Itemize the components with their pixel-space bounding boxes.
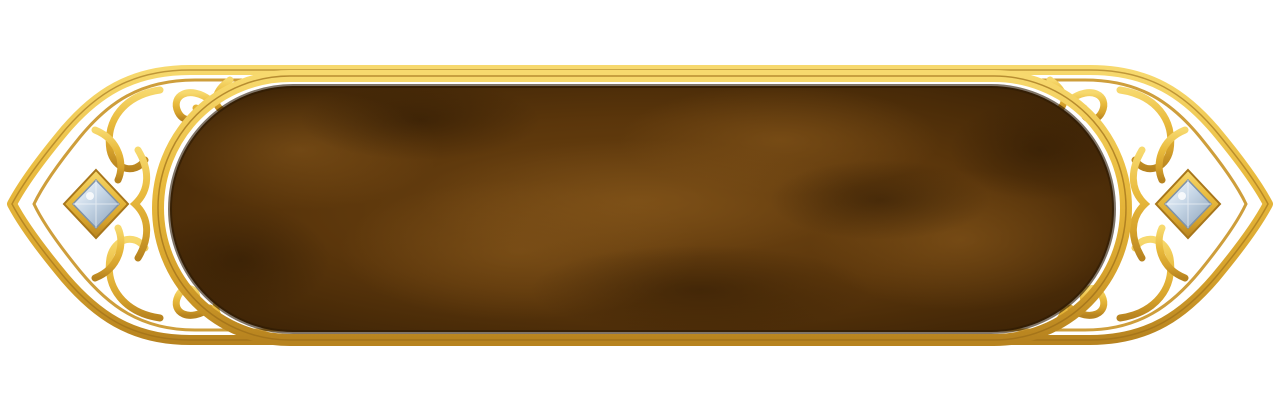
- right-gem: [1156, 170, 1220, 238]
- content-panel: [150, 80, 1130, 335]
